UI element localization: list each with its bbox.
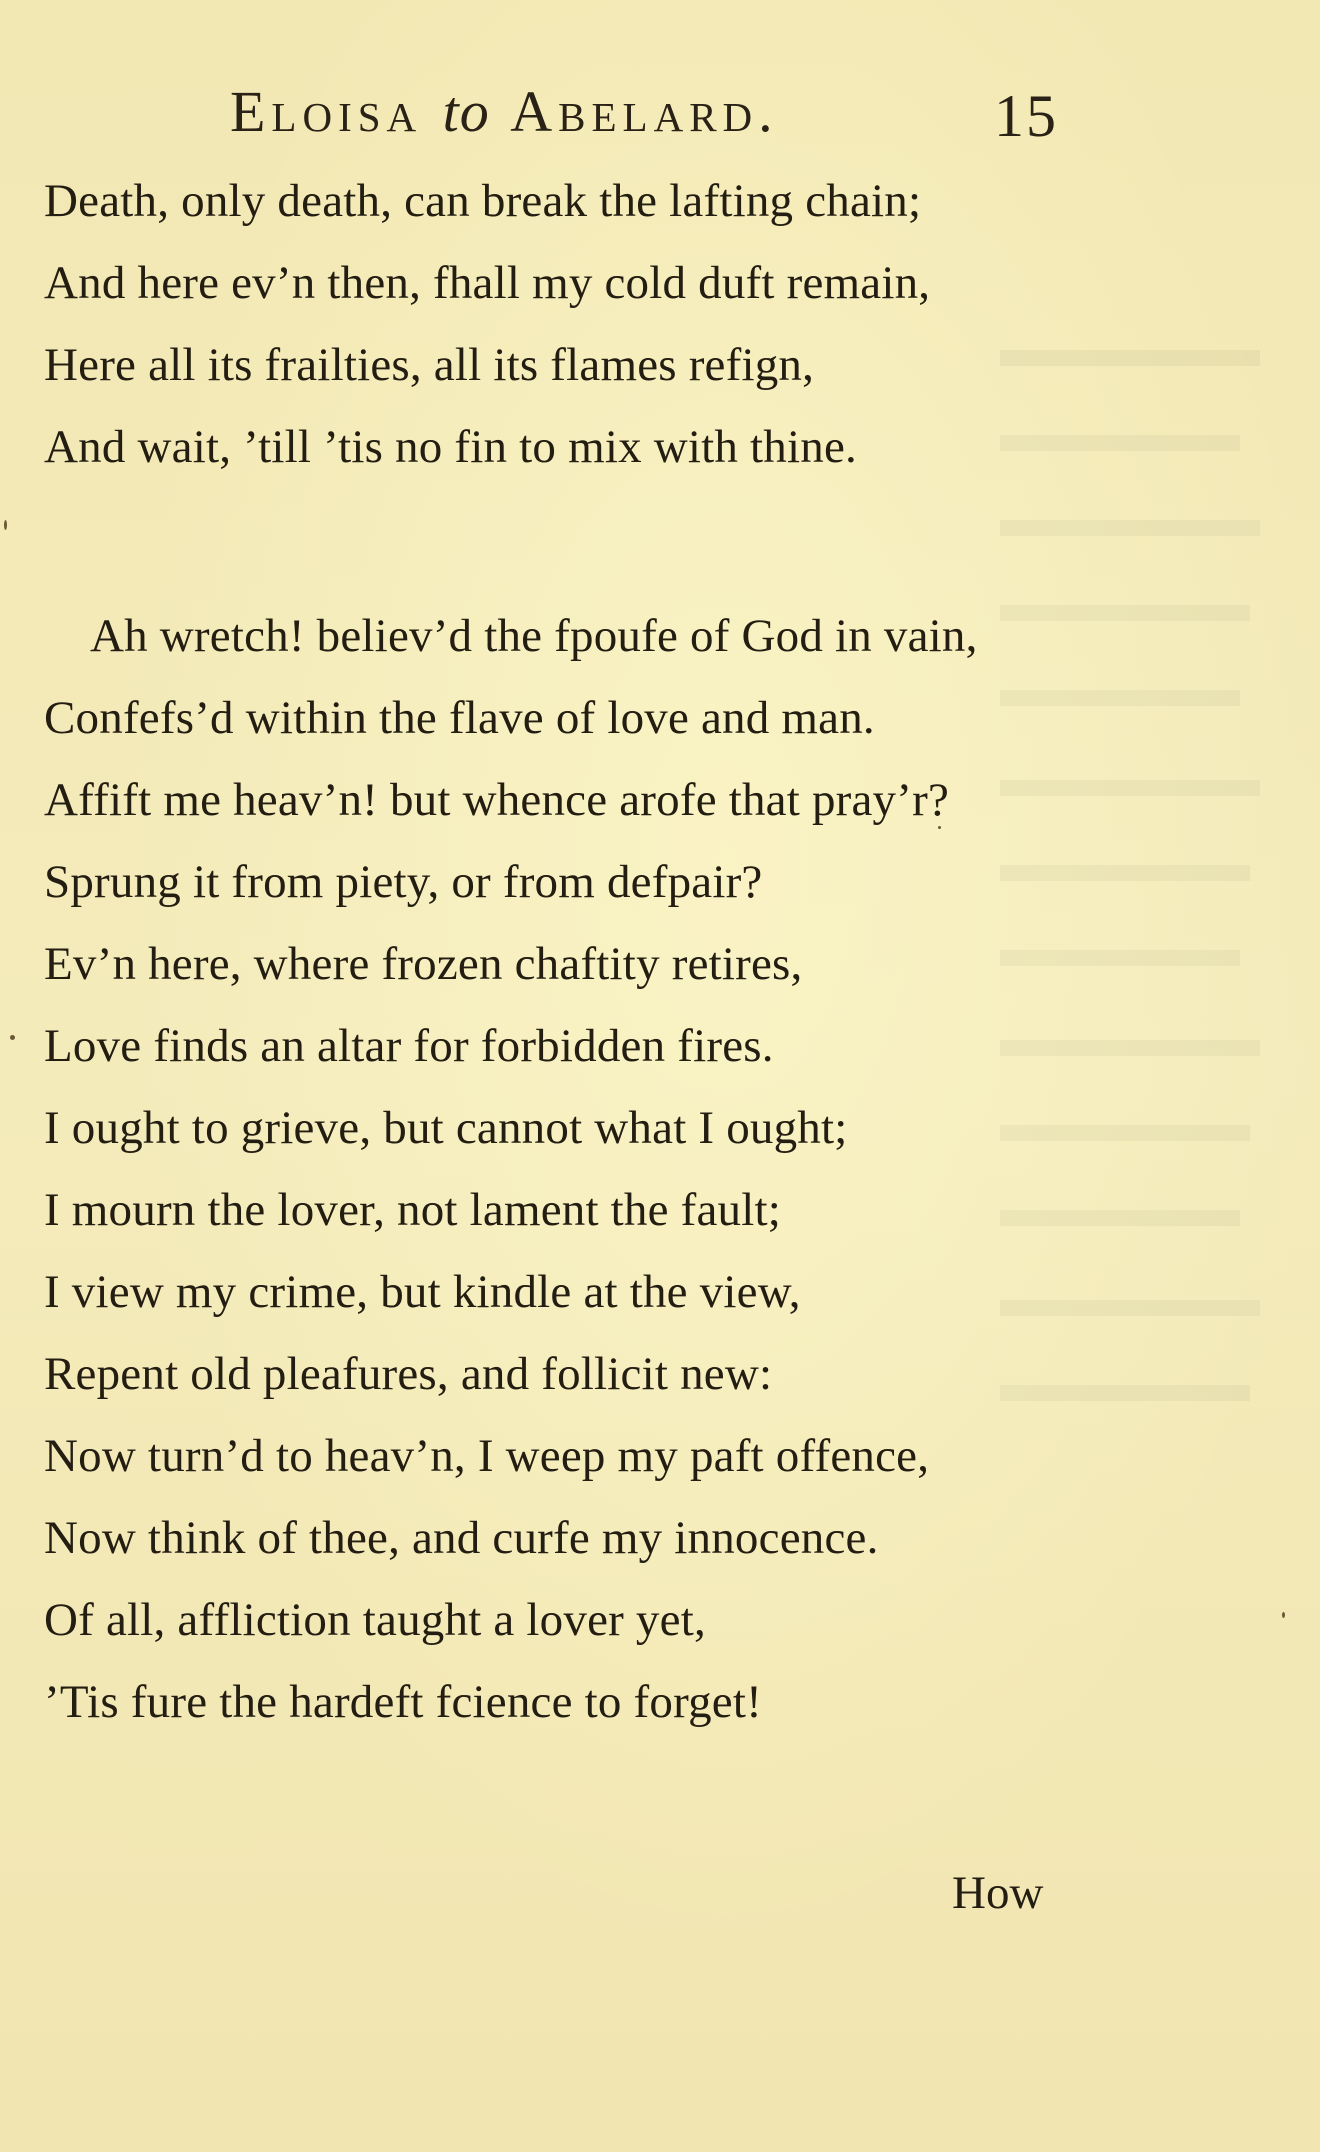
paper-speck [10,1035,15,1040]
running-head-subject: Abelard. [510,79,779,144]
running-head [230,78,779,145]
verse-line: I mourn the lover, not lament the fault; [44,1184,782,1236]
paper-speck [4,520,7,530]
verse-line: And wait, ’till ’tis no fin to mix with thine. [44,421,857,473]
verse-line: Affift me heav’n! but whence arofe that pray’r? [44,774,950,826]
verse-line: Love finds an altar for forbidden fires. [44,1020,774,1072]
verse-line: Of all, affliction taught a lover yet, [44,1594,706,1646]
verse-line: ’Tis fure the hardeft fcience to forget! [44,1676,762,1728]
verse-line: Repent old pleafures, and follicit new: [44,1348,773,1400]
verse-line: Now turn’d to heav’n, I weep my paft offence, [44,1430,930,1482]
verse-line: Sprung it from piety, or from defpair? [44,856,763,908]
verse-line: I ought to grieve, but cannot what I ought; [44,1102,848,1154]
paper-speck [1282,1612,1285,1618]
verse-line: Confefs’d within the flave of love and man. [44,692,875,744]
paper-speck [938,826,941,829]
verse-line: I view my crime, but kindle at the view, [44,1266,801,1318]
verse-line: Ev’n here, where frozen chaftity retires, [44,938,803,990]
running-head-title: Eloisa [230,79,423,144]
verse-line: Now think of thee, and curfe my innocence. [44,1512,879,1564]
running-head-connector: to [442,79,490,144]
catchword: How [952,1867,1044,1919]
stanza-1 [44,160,1044,488]
verse-line: Here all its frailties, all its flames refign, [44,339,815,391]
verse-line: Ah wretch! believ’d the fpoufe of God in vain, [90,610,978,662]
verse-line: Death, only death, can break the lafting chain; [44,175,922,227]
page-number: 15 [994,83,1058,149]
verse-line: And here ev’n then, fhall my cold duft remain, [44,257,931,309]
stanza-2 [44,595,1044,1743]
